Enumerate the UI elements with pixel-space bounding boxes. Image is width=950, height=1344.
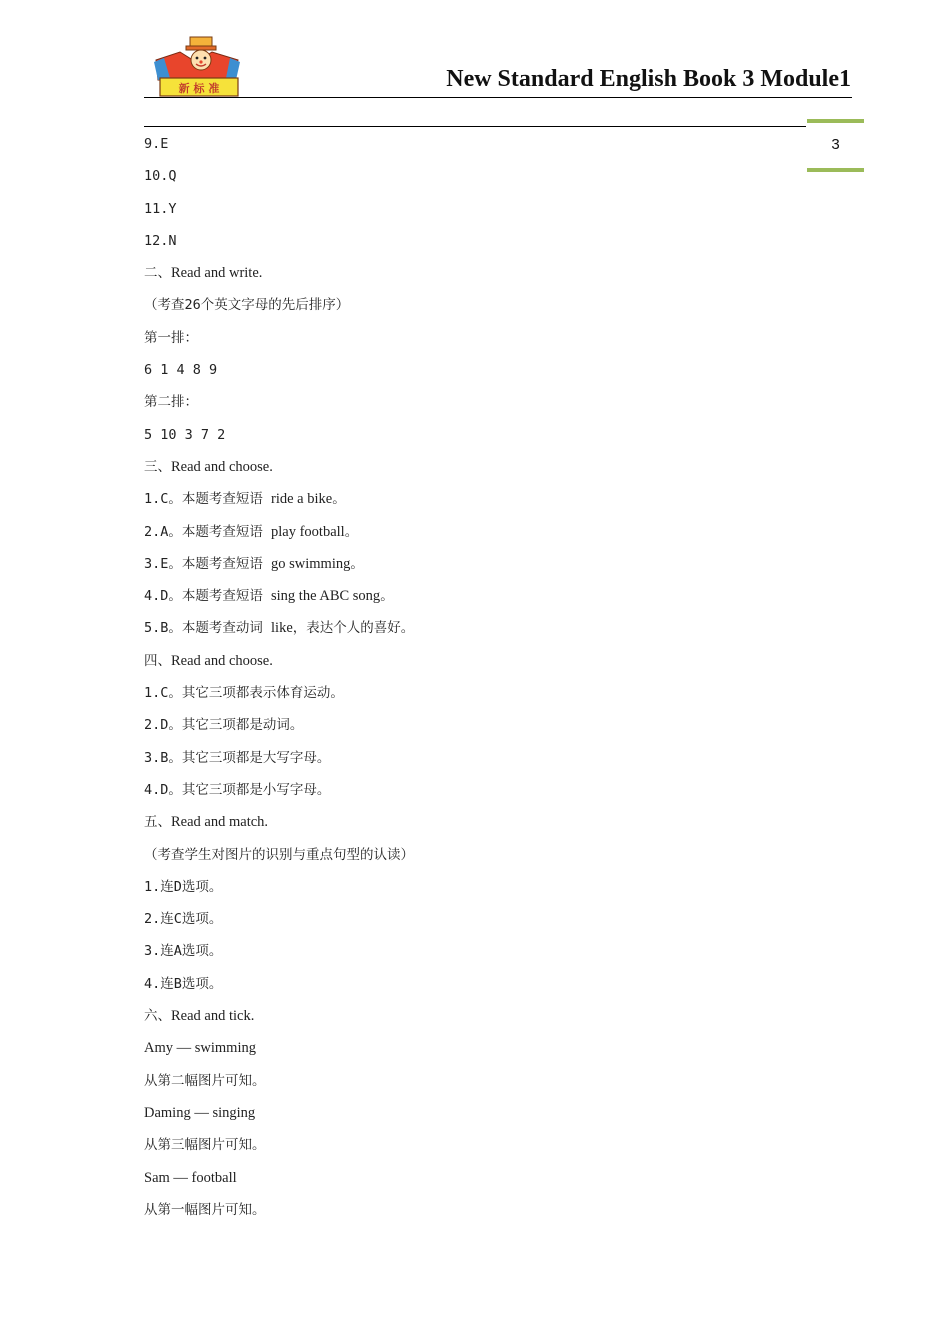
text-line: （考查学生对图片的识别与重点句型的认读） (144, 846, 414, 863)
text-line: 1.连D选项。 (144, 878, 223, 895)
text-line: Amy — swimming (144, 1040, 256, 1057)
text-line: 5 10 3 7 2 (144, 426, 226, 443)
text-line: 3.连A选项。 (144, 943, 223, 960)
text-line: 从第一幅图片可知。 (144, 1201, 266, 1218)
text-line: 2.D。其它三项都是动词。 (144, 717, 304, 734)
text-line: 6 1 4 8 9 (144, 362, 218, 379)
text-line: 第二排： (144, 394, 198, 411)
page-number-bottom-bar (807, 168, 864, 172)
text-line: Sam — football (144, 1169, 237, 1186)
text-line: 从第三幅图片可知。 (144, 1137, 266, 1154)
header-rule-secondary (144, 126, 806, 127)
page-number-top-bar (807, 119, 864, 123)
text-line: 2.连C选项。 (144, 911, 223, 928)
text-line: 4.D。本题考查短语 sing the ABC song。 (144, 588, 394, 605)
text-line: 六、Read and tick. (144, 1008, 255, 1025)
text-line: 从第二幅图片可知。 (144, 1072, 266, 1089)
header-rule (144, 97, 852, 98)
text-line: 12.N (144, 232, 177, 249)
text-line: 二、Read and write. (144, 265, 263, 282)
text-line: 四、Read and choose. (144, 652, 273, 669)
text-line: 三、Read and choose. (144, 458, 273, 475)
text-line: 11.Y (144, 200, 177, 217)
text-line: 1.C。其它三项都表示体育运动。 (144, 685, 344, 702)
svg-text:新 标 准: 新 标 准 (178, 82, 220, 95)
document-header-title: New Standard English Book 3 Module1 (446, 66, 851, 92)
text-line: 2.A。本题考查短语 play football。 (144, 523, 359, 540)
text-line: 4.D。其它三项都是小写字母。 (144, 781, 331, 798)
text-line: 4.连B选项。 (144, 975, 223, 992)
page-number: 3 (831, 136, 840, 153)
text-line: （考查26个英文字母的先后排序） (144, 297, 350, 314)
text-line: 五、Read and match. (144, 814, 269, 831)
text-line: 5.B。本题考查动词 like，表达个人的喜好。 (144, 620, 415, 637)
logo-figure-icon (150, 36, 244, 98)
text-line: 10.Q (144, 168, 177, 185)
text-line: 3.B。其它三项都是大写字母。 (144, 749, 331, 766)
text-line: 第一排： (144, 329, 198, 346)
text-line: 3.E。本题考查短语 go swimming。 (144, 555, 364, 572)
text-line: 9.E (144, 136, 169, 152)
text-line: Daming — singing (144, 1104, 256, 1121)
answer-content (144, 134, 794, 1232)
publisher-logo (150, 36, 244, 98)
text-line: 1.C。本题考查短语 ride a bike。 (144, 491, 346, 508)
